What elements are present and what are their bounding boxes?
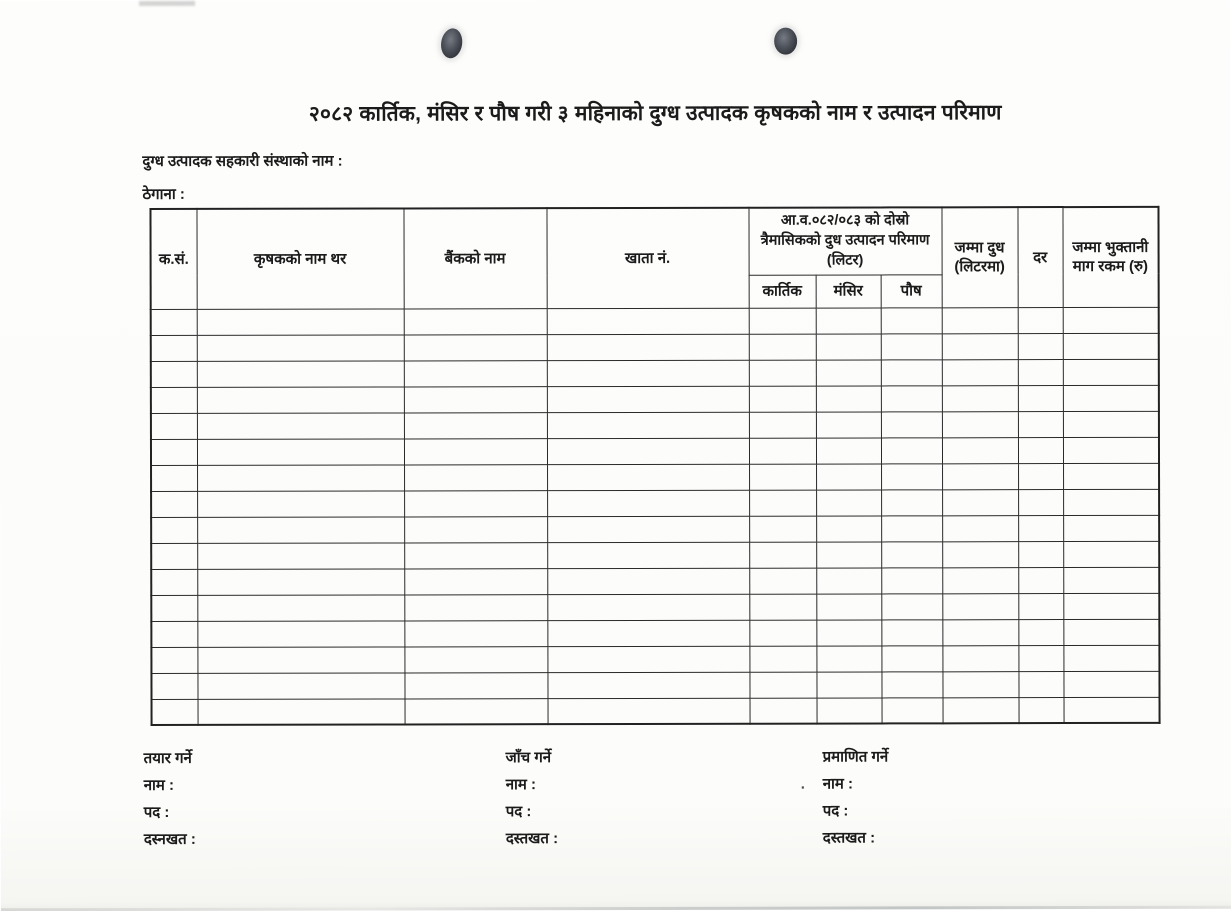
empty-cell — [816, 463, 881, 489]
empty-cell — [1018, 359, 1063, 385]
empty-cell — [151, 569, 197, 595]
empty-cell — [1018, 333, 1063, 359]
empty-cell — [1018, 645, 1063, 671]
name-field-label: नाम : — [823, 770, 889, 797]
empty-cell — [404, 568, 547, 594]
empty-cell — [1018, 489, 1063, 515]
empty-cell — [1063, 333, 1159, 359]
table-row — [151, 567, 1159, 595]
empty-cell — [547, 386, 749, 412]
empty-cell — [816, 671, 881, 697]
empty-cell — [881, 619, 942, 645]
empty-cell — [1063, 411, 1159, 437]
empty-cell — [547, 438, 749, 464]
empty-cell — [197, 334, 404, 360]
empty-cell — [881, 567, 942, 593]
empty-cell — [151, 309, 197, 335]
empty-cell — [882, 697, 943, 723]
empty-cell — [547, 412, 749, 438]
empty-cell — [749, 360, 816, 386]
empty-cell — [151, 491, 197, 517]
empty-cell — [547, 672, 749, 698]
empty-cell — [1063, 463, 1159, 489]
empty-cell — [816, 593, 881, 619]
empty-cell — [749, 438, 816, 464]
empty-cell — [1063, 541, 1159, 567]
empty-cell — [749, 568, 816, 594]
empty-cell — [881, 359, 942, 385]
empty-cell — [151, 647, 197, 673]
empty-cell — [881, 645, 942, 671]
header-rate: दर — [1018, 207, 1063, 307]
empty-cell — [1018, 541, 1063, 567]
empty-cell — [942, 411, 1018, 437]
milk-production-table — [149, 206, 1160, 726]
empty-cell — [749, 542, 816, 568]
empty-cell — [942, 489, 1018, 515]
empty-cell — [197, 308, 404, 334]
empty-cell — [197, 412, 404, 438]
empty-cell — [942, 593, 1018, 619]
empty-cell — [1063, 385, 1159, 411]
name-field-label: नाम : — [506, 771, 558, 798]
empty-cell — [749, 412, 816, 438]
empty-cell — [881, 515, 942, 541]
empty-cell — [1064, 697, 1160, 723]
header-month-poush: पौष — [881, 274, 942, 307]
empty-cell — [197, 672, 404, 698]
empty-cell — [749, 620, 816, 646]
table-row — [151, 645, 1159, 673]
empty-cell — [547, 334, 749, 360]
empty-cell — [881, 333, 942, 359]
empty-cell — [404, 490, 547, 516]
empty-cell — [151, 595, 197, 621]
empty-cell — [881, 671, 942, 697]
page-title: २०८२ कार्तिक, मंसिर र पौष गरी ३ महिनाको दुग्ध उत्पादक कृषकको नाम र उत्पादन परिमाण — [149, 98, 1161, 128]
table-row — [151, 489, 1159, 517]
empty-cell — [547, 490, 749, 516]
scan-artifact-stray-dot: . — [801, 776, 805, 793]
empty-cell — [943, 697, 1019, 723]
empty-cell — [1063, 567, 1159, 593]
empty-cell — [881, 307, 942, 333]
table-body — [151, 307, 1160, 725]
signature-field-label: दस्तखत : — [506, 825, 558, 852]
empty-cell — [151, 361, 197, 387]
role-label: प्रमाणित गर्ने — [823, 743, 889, 770]
table-row — [151, 515, 1159, 543]
empty-cell — [816, 619, 881, 645]
empty-cell — [197, 464, 404, 490]
empty-cell — [1063, 593, 1159, 619]
empty-cell — [881, 385, 942, 411]
empty-cell — [1018, 619, 1063, 645]
empty-cell — [1063, 619, 1159, 645]
cooperative-name-label: दुग्ध उत्पादक सहकारी संस्थाको नाम : — [142, 151, 342, 171]
scan-artifact-bottom-edge — [1, 906, 1231, 911]
empty-cell — [942, 463, 1018, 489]
empty-cell — [1018, 385, 1063, 411]
hole-punch-right-icon — [774, 28, 797, 55]
empty-cell — [816, 385, 881, 411]
signature-block-certified — [823, 743, 889, 851]
empty-cell — [749, 464, 816, 490]
empty-cell — [942, 645, 1018, 671]
table-row — [151, 619, 1159, 647]
empty-cell — [404, 360, 547, 386]
empty-cell — [197, 568, 404, 594]
empty-cell — [547, 542, 749, 568]
empty-cell — [942, 437, 1018, 463]
empty-cell — [1063, 489, 1159, 515]
empty-cell — [404, 308, 547, 334]
signature-block-prepared — [144, 745, 196, 853]
table-row — [151, 307, 1159, 335]
empty-cell — [152, 699, 198, 725]
empty-cell — [749, 516, 816, 542]
empty-cell — [404, 516, 547, 542]
empty-cell — [1018, 567, 1063, 593]
empty-cell — [151, 543, 197, 569]
empty-cell — [942, 359, 1018, 385]
empty-cell — [749, 308, 816, 334]
empty-cell — [151, 517, 197, 543]
empty-cell — [547, 308, 749, 334]
empty-cell — [547, 594, 749, 620]
empty-cell — [881, 437, 942, 463]
empty-cell — [197, 516, 404, 542]
empty-cell — [816, 541, 881, 567]
position-field-label: पद : — [506, 798, 558, 825]
empty-cell — [750, 698, 817, 724]
header-serial: क.सं. — [150, 209, 196, 309]
empty-cell — [942, 541, 1018, 567]
empty-cell — [547, 360, 749, 386]
empty-cell — [198, 698, 405, 724]
hole-punch-left-icon — [439, 27, 464, 60]
signature-field-label: दस्नखत : — [144, 826, 196, 853]
table-row — [151, 593, 1159, 621]
empty-cell — [749, 594, 816, 620]
empty-cell — [1018, 411, 1063, 437]
table-row — [151, 671, 1159, 699]
empty-cell — [816, 359, 881, 385]
empty-cell — [548, 698, 750, 724]
empty-cell — [1018, 463, 1063, 489]
empty-cell — [942, 515, 1018, 541]
empty-cell — [749, 490, 816, 516]
empty-cell — [151, 465, 197, 491]
empty-cell — [1063, 645, 1159, 671]
header-bank-name: बैंकको नाम — [403, 208, 546, 308]
empty-cell — [404, 334, 547, 360]
empty-cell — [151, 673, 197, 699]
empty-cell — [1019, 697, 1064, 723]
empty-cell — [1018, 515, 1063, 541]
scan-artifact-top-smudge — [139, 1, 195, 6]
header-month-mangsir: मंसिर — [816, 274, 881, 307]
empty-cell — [404, 386, 547, 412]
table-row — [151, 541, 1159, 569]
empty-cell — [816, 515, 881, 541]
empty-cell — [197, 438, 404, 464]
header-farmer-name: कृषकको नाम थर — [196, 208, 403, 308]
empty-cell — [942, 333, 1018, 359]
table-row — [151, 385, 1159, 413]
empty-cell — [1018, 307, 1063, 333]
empty-cell — [547, 568, 749, 594]
table-row — [151, 437, 1159, 465]
table-row — [151, 463, 1159, 491]
empty-cell — [197, 360, 404, 386]
empty-cell — [404, 594, 547, 620]
empty-cell — [1018, 593, 1063, 619]
empty-cell — [749, 646, 816, 672]
address-label: ठेगाना : — [142, 184, 184, 204]
empty-cell — [547, 646, 749, 672]
empty-cell — [942, 307, 1018, 333]
empty-cell — [816, 411, 881, 437]
empty-cell — [197, 594, 404, 620]
empty-cell — [547, 464, 749, 490]
header-month-kartik: कार्तिक — [749, 275, 816, 308]
empty-cell — [942, 619, 1018, 645]
header-total-payment: जम्मा भुक्तानी माग रकम (रु) — [1063, 207, 1159, 307]
empty-cell — [197, 620, 404, 646]
empty-cell — [816, 489, 881, 515]
empty-cell — [151, 335, 197, 361]
empty-cell — [404, 438, 547, 464]
table-row — [151, 359, 1159, 387]
header-account-no: खाता नं. — [546, 208, 748, 308]
empty-cell — [1063, 515, 1159, 541]
empty-cell — [1018, 671, 1063, 697]
empty-cell — [151, 621, 197, 647]
empty-cell — [942, 671, 1018, 697]
empty-cell — [816, 333, 881, 359]
table-row — [151, 411, 1159, 439]
signature-field-label: दस्तखत : — [823, 824, 889, 851]
empty-cell — [1063, 437, 1159, 463]
empty-cell — [881, 411, 942, 437]
empty-cell — [816, 437, 881, 463]
empty-cell — [404, 464, 547, 490]
name-field-label: नाम : — [144, 772, 196, 799]
empty-cell — [881, 463, 942, 489]
empty-cell — [1063, 307, 1159, 333]
position-field-label: पद : — [823, 797, 889, 824]
empty-cell — [1063, 359, 1159, 385]
empty-cell — [404, 412, 547, 438]
role-label: जाँच गर्ने — [506, 744, 558, 771]
empty-cell — [197, 490, 404, 516]
header-total-milk: जम्मा दुध (लिटरमा) — [942, 207, 1018, 307]
empty-cell — [816, 645, 881, 671]
empty-cell — [151, 413, 197, 439]
empty-cell — [816, 567, 881, 593]
position-field-label: पद : — [144, 799, 196, 826]
empty-cell — [404, 620, 547, 646]
empty-cell — [197, 386, 404, 412]
empty-cell — [405, 698, 548, 724]
empty-cell — [817, 697, 882, 723]
header-production-group: आ.व.०८२/०८३ को दोस्रो त्रैमासिकको दुध उत्पादन परिमाण (लिटर) — [748, 207, 941, 274]
empty-cell — [881, 541, 942, 567]
empty-cell — [749, 672, 816, 698]
empty-cell — [881, 593, 942, 619]
signature-block-checked — [506, 744, 559, 852]
empty-cell — [404, 672, 547, 698]
empty-cell — [197, 646, 404, 672]
empty-cell — [1063, 671, 1159, 697]
empty-cell — [404, 646, 547, 672]
table-row — [152, 697, 1160, 725]
empty-cell — [547, 516, 749, 542]
empty-cell — [151, 387, 197, 413]
table-row — [151, 333, 1159, 361]
empty-cell — [749, 386, 816, 412]
empty-cell — [1018, 437, 1063, 463]
empty-cell — [942, 567, 1018, 593]
empty-cell — [816, 307, 881, 333]
empty-cell — [749, 334, 816, 360]
empty-cell — [151, 439, 197, 465]
empty-cell — [881, 489, 942, 515]
role-label: तयार गर्ने — [144, 745, 196, 772]
empty-cell — [942, 385, 1018, 411]
empty-cell — [547, 620, 749, 646]
empty-cell — [404, 542, 547, 568]
empty-cell — [197, 542, 404, 568]
